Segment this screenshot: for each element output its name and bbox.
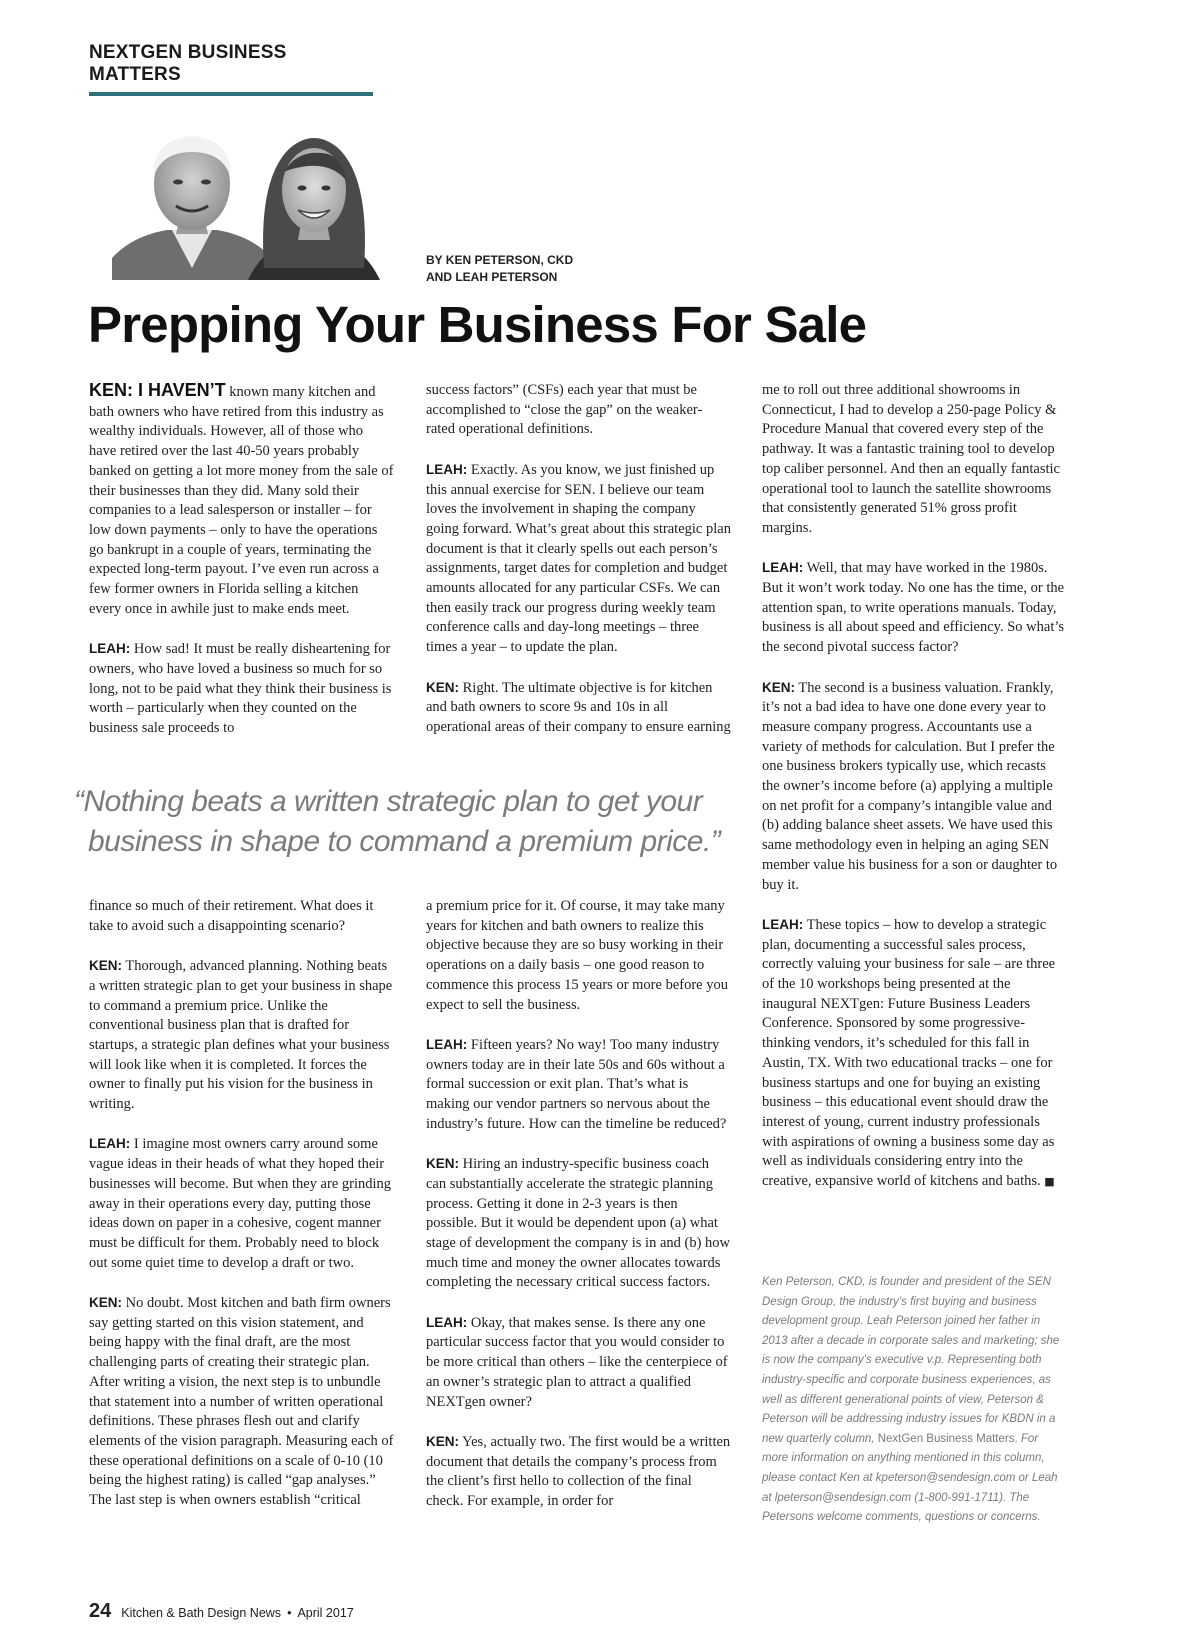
paragraph [89, 639, 394, 739]
paragraph-text: a premium price for it. Of course, it may take many years for kitchen and bath owners to realize this objective because they are so busy working in their operations on a daily basis – one good reason to commence this process 15 years or more before you expect to sell the business. [426, 898, 728, 1013]
paragraph [426, 1313, 731, 1413]
leah-peterson-photo [228, 118, 400, 280]
paragraph [426, 1432, 731, 1512]
author-bio [762, 1273, 1062, 1528]
paragraph [762, 915, 1067, 1192]
paragraph-text: These topics – how to develop a strategic plan, documenting a successful sales process, correctly valuing your business for sale – are three of the 10 workshops being presented at the inaugural NEXTgen: Future Business Leaders Conference. Sponsored by some progressive-thinking vendors, it’s scheduled for this fall in Austin, TX. With two educational tracks – one for business startups and one for buying an existing business – this educational event should draw the interest of young, current industry professionals with aspirations of owning a business some day as well as individuals considering entry into the creative, expansive world of kitchens and baths. [762, 916, 1056, 1190]
paragraph-text: known many kitchen and bath owners who have retired from this industry as wealthy individuals. However, all of those who have retired over the last 40-50 years probably banked on getting a lot more money from the sale of their businesses than they did. Many sold their companies to a lead salesperson or installer – for low down payments – only to have the operations go bankrupt in a couple of years, terminating the expected long-term payout. I’ve even run across a few former owners in Florida selling a kitchen every once in awhile just to make ends meet. [89, 384, 394, 617]
paragraph-text: Right. The ultimate objective is for kitchen and bath owners to score 9s and 10s in all operational areas of their company to ensure earning [426, 679, 731, 735]
byline [426, 252, 573, 286]
speaker-label: KEN: [426, 679, 459, 695]
paragraph [89, 1134, 394, 1273]
publication-name: Kitchen & Bath Design News [121, 1606, 282, 1620]
speaker-label: KEN: [426, 1433, 459, 1449]
paragraph-text: success factors” (CSFs) each year that must be accomplished to “close the gap” on the weaker-rated operational definitions. [426, 382, 703, 438]
paragraph [426, 678, 731, 738]
bio-column-name: NextGen Business Matters. [877, 1432, 1018, 1445]
pull-quote [74, 782, 734, 862]
footer-separator: • [287, 1606, 292, 1620]
paragraph-text: Well, that may have worked in the 1980s. But it won’t work today. No one has the time, or the attention span, to write operations manuals. Today, business is all about speed and efficiency. So what’s the second pivotal success factor? [762, 560, 1065, 656]
paragraph-text: me to roll out three additional showrooms in Connecticut, I had to develop a 250-page Policy & Procedure Manual that covered every step of the pathway. It was a fantastic training tool to develop top caliber personnel. And then an equally fantastic operational tool to launch the satellite showrooms that consistently generated 51% gross profit margins. [762, 382, 1060, 536]
column-2-bottom [426, 897, 731, 1512]
paragraph-text: How sad! It must be really disheartening for owners, who have loved a business so much for so long, not to be paid what they think their business is worth – particularly when they counted on the business sale proceeds to [89, 641, 392, 736]
column-3 [762, 381, 1067, 1192]
page-number: 24 [89, 1600, 112, 1622]
bio-text: Ken Peterson, CKD, is founder and president of the SEN Design Group, the industry’s first buying and business development group. Leah Peterson joined her father in 2013 after a decade in corporate sales and marketing; she is now the company’s executive v.p. Representing both industry-specific and corporate business experiences, as well as different generational points of view, Peterson & Peterson will be addressing industry issues for KBDN in a new quarterly column, [762, 1276, 1060, 1445]
paragraph [762, 678, 1067, 896]
paragraph-text: Yes, actually two. The first would be a written document that details the company’s process from the client’s first hello to collection of the final check. For example, in order for [426, 1433, 731, 1510]
speaker-label: LEAH: [762, 560, 804, 576]
paragraph [762, 381, 1067, 539]
paragraph-text: No doubt. Most kitchen and bath firm owners say getting started on this vision statement, and being happy with the final draft, are the most challenging parts of creating their strategic plan. After writing a vision, the next step is to unbundle that statement into a number of written operational definitions. These phrases flesh out and clarify elements of the vision paragraph. Measuring each of these operational definitions on a scale of 0-10 (10 being the highest rating) is called “gap analyses.” The last step is when owners establish “critical [89, 1295, 394, 1509]
speaker-label: LEAH: [426, 461, 468, 477]
end-of-article-mark: ■ [1044, 1175, 1055, 1189]
paragraph [426, 381, 731, 440]
speaker-label: KEN: [426, 1156, 459, 1172]
column-1-bottom [89, 897, 394, 1511]
speaker-label: KEN: [762, 679, 795, 695]
paragraph-text: Fifteen years? No way! Too many industry owners today are in their late 50s and 60s without a formal succession or exit plan. That’s what is making our vendor partners so nervous about the industry’s future. How can the timeline be reduced? [426, 1036, 727, 1132]
pull-quote-line-1: “Nothing beats a written strategic plan to get your [74, 785, 703, 818]
paragraph-text: I imagine most owners carry around some vague ideas in their heads of what they hoped their businesses will become. But when they are grinding away in their operations every day, putting those ideas down on paper in a cohesive, cogent manner must be difficult for them. Probably need to block out some quiet time to develop a draft or two. [89, 1136, 392, 1271]
speaker-label: LEAH: [89, 641, 131, 657]
bio-text: For more information on anything mentioned in this column, please contact Ken at kpeterson@sendesign.com or Leah at lpeterson@sendesign.com (1-800-991-1711). The Petersons welcome comments, questions or concerns. [762, 1432, 1058, 1524]
column-1-top [89, 381, 394, 739]
paragraph-text: Exactly. As you know, we just finished up this annual exercise for SEN. I believe our team loves the involvement in shaping the company going forward. What’s great about this strategic plan document is that it clearly spells out each person’s assignments, target dates for completion and budget amounts allocated for any particular CSFs. We can then easily track our progress during weekly team conference calls and day-long meetings – three times a year – to update the plan. [426, 461, 731, 656]
paragraph [762, 558, 1067, 658]
paragraph [426, 897, 731, 1015]
paragraph [89, 956, 394, 1115]
leah-portrait-drawing [228, 118, 400, 280]
lead-in: KEN: I HAVEN’T [89, 380, 226, 400]
byline-line-2: AND LEAH PETERSON [426, 270, 558, 284]
speaker-label: KEN: [89, 1295, 122, 1311]
paragraph [89, 381, 394, 619]
paragraph-text: finance so much of their retirement. What does it take to avoid such a disappointing scenario? [89, 898, 374, 934]
section-label: NEXTGEN BUSINESS MATTERS [89, 42, 373, 96]
paragraph [89, 1293, 394, 1511]
pull-quote-line-2: business in shape to command a premium price.” [88, 825, 721, 858]
paragraph-text: The second is a business valuation. Frankly, it’s not a bad idea to have one done every year to measure company progress. Accountants use a variety of methods for calculation. But I prefer the one business brokers typically use, which recasts the owner’s income before (a) applying a multiple on net profit for a company’s intangible value and (b) adding balance sheet assets. We have used this same methodology even in helping an aging SEN member value his business for a son or daughter to buy it. [762, 679, 1058, 893]
speaker-label: LEAH: [89, 1136, 131, 1152]
paragraph [89, 897, 394, 936]
speaker-label: LEAH: [426, 1036, 468, 1052]
speaker-label: KEN: [89, 958, 122, 974]
paragraph-text: Thorough, advanced planning. Nothing beats a written strategic plan to get your business in shape to command a premium price. Unlike the conventional business plan that is drafted for startups, a strategic plan defines what your business will look like when it is completed. It forces the owner to finally put his vision for the business in writing. [89, 958, 393, 1113]
speaker-label: LEAH: [426, 1314, 468, 1330]
page-footer [89, 1600, 354, 1623]
paragraph [426, 1154, 731, 1293]
speaker-label: LEAH: [762, 916, 804, 932]
paragraph [426, 460, 731, 658]
paragraph [426, 1035, 731, 1135]
byline-line-1: BY KEN PETERSON, CKD [426, 253, 574, 267]
column-2-top [426, 381, 731, 738]
article-headline: Prepping Your Business For Sale [88, 296, 867, 353]
paragraph-text: Okay, that makes sense. Is there any one particular success factor that you would consider to be more critical than others – like the centerpiece of an owner’s strategic plan to attract a qualified NEXTgen owner? [426, 1314, 728, 1410]
paragraph-text: Hiring an industry-specific business coach can substantially accelerate the strategic planning process. Getting it done in 2-3 years is then possible. But it would be dependent upon (a) what stage of development the company is in and (b) how much time and money the owner allocates towards completing the necessary critical success factors. [426, 1156, 731, 1291]
issue-date: April 2017 [297, 1606, 354, 1620]
